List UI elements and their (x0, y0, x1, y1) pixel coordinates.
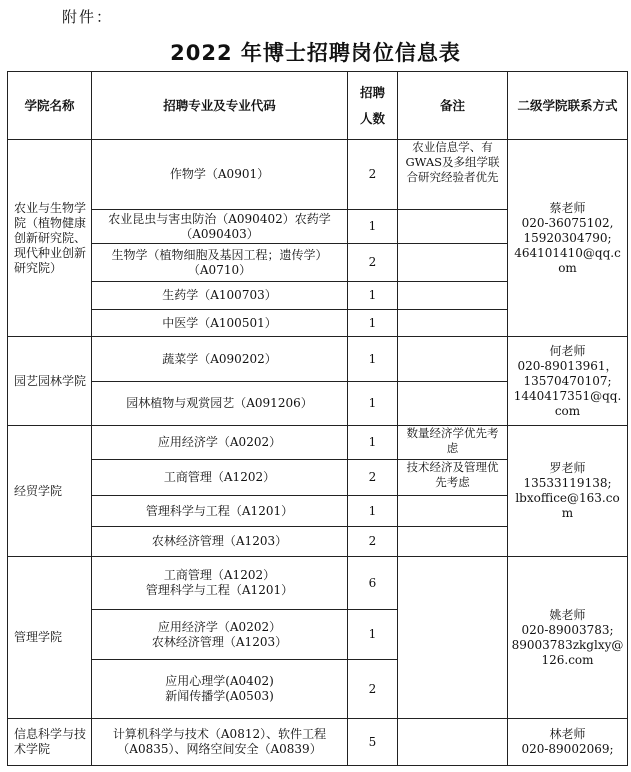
note-cell (398, 382, 508, 426)
header-note: 备注 (398, 72, 508, 140)
table-row (8, 140, 628, 210)
count-cell: 2 (348, 244, 398, 282)
table-row (8, 337, 628, 382)
note-cell (398, 719, 508, 766)
major-cell: 作物学（A0901） (92, 140, 348, 210)
college-name: 农业与生物学院（植物健康创新研究院、现代种业创新研究院） (8, 140, 92, 337)
college-name: 园艺园林学院 (8, 337, 92, 426)
table-row (8, 719, 628, 766)
note-cell (398, 337, 508, 382)
contact-mobile: 13570470107; (523, 373, 612, 388)
contact-cell (508, 140, 628, 337)
page-title: 2022 年博士招聘岗位信息表 (170, 41, 461, 65)
count-cell: 6 (348, 557, 398, 610)
major-cell: 中医学（A100501） (92, 310, 348, 337)
major-cell: 园林植物与观赏园艺（A091206） (92, 382, 348, 426)
header-contact: 二级学院联系方式 (508, 72, 628, 140)
major-cell: 蔬菜学（A090202） (92, 337, 348, 382)
major-cell: 农林经济管理（A1203） (92, 527, 348, 557)
major-cell: 农业昆虫与害虫防治（A090402）农药学（A090403） (92, 210, 348, 244)
note-cell (398, 496, 508, 527)
college-name: 信息科学与技术学院 (8, 719, 92, 766)
major-line: 应用经济学（A0202） (157, 619, 282, 634)
note-cell (398, 210, 508, 244)
contact-email: 89003783zkglxy@126.com (511, 637, 624, 667)
major-cell: 应用经济学（A0202） (92, 426, 348, 460)
contact-name: 蔡老师 (549, 200, 586, 215)
contact-phone: 020-89013961， (517, 358, 618, 373)
contact-name: 何老师 (549, 343, 586, 358)
contact-name: 林老师 (549, 727, 586, 741)
count-cell: 1 (348, 310, 398, 337)
major-cell (92, 660, 348, 719)
college-name: 管理学院 (8, 557, 92, 719)
major-cell: 计算机科学与技术（A0812）、软件工程（A0835）、网络空间安全（A0839） (92, 719, 348, 766)
contact-phone: 020-89003783; (521, 622, 614, 637)
major-line: 工商管理（A1202） (163, 568, 276, 582)
positions-table (7, 71, 628, 766)
count-cell: 1 (348, 426, 398, 460)
header-major: 招聘专业及专业代码 (92, 72, 348, 140)
major-cell (92, 557, 348, 610)
contact-cell (508, 426, 628, 557)
contact-email: 1440417351@qq.com (513, 388, 622, 418)
note-cell (398, 310, 508, 337)
note-cell (398, 527, 508, 557)
count-cell: 1 (348, 496, 398, 527)
contact-cell (508, 557, 628, 719)
count-cell: 1 (348, 610, 398, 660)
contact-name: 罗老师 (549, 461, 586, 475)
header-count (348, 72, 398, 140)
contact-phone: 020-36075102, (521, 215, 614, 230)
header-row (8, 72, 628, 140)
note-cell (398, 244, 508, 282)
major-line: 管理科学与工程（A1201） (145, 583, 294, 597)
major-cell (92, 610, 348, 660)
note-cell: 技术经济及管理优先考虑 (398, 460, 508, 496)
count-cell: 2 (348, 140, 398, 210)
contact-mobile: 15920304790; (523, 230, 612, 245)
count-cell: 2 (348, 660, 398, 719)
major-cell: 工商管理（A1202） (92, 460, 348, 496)
count-cell: 5 (348, 719, 398, 766)
count-cell: 1 (348, 382, 398, 426)
major-line: 新闻传播学(A0503) (165, 689, 274, 703)
contact-mobile: 13533119138; (523, 476, 612, 490)
major-cell: 管理科学与工程（A1201） (92, 496, 348, 527)
major-cell: 生药学（A100703） (92, 282, 348, 310)
major-line: 应用心理学(A0402) (165, 674, 274, 688)
header-college: 学院名称 (8, 72, 92, 140)
note-cell (398, 282, 508, 310)
count-cell: 1 (348, 210, 398, 244)
count-cell: 1 (348, 282, 398, 310)
table-row (8, 426, 628, 460)
note-cell (398, 557, 508, 719)
college-name: 经贸学院 (8, 426, 92, 557)
header-count-line2: 人数 (359, 110, 385, 126)
contact-email: 464101410@qq.com (514, 245, 621, 275)
contact-email: lbxoffice@163.com (515, 491, 620, 520)
contact-cell (508, 719, 628, 766)
major-line: 农林经济管理（A1203） (151, 634, 288, 649)
note-cell: 农业信息学、有GWAS及多组学联合研究经验者优先 (398, 140, 508, 210)
contact-name: 姚老师 (549, 607, 586, 622)
note-cell: 数量经济学优先考虑 (398, 426, 508, 460)
table-row (8, 557, 628, 610)
major-cell: 生物学（植物细胞及基因工程；遗传学）（A0710） (92, 244, 348, 282)
header-count-line1: 招聘 (359, 84, 385, 100)
contact-cell (508, 337, 628, 426)
attachment-label: 附件： (62, 8, 114, 26)
count-cell: 2 (348, 527, 398, 557)
contact-phone: 020-89002069; (521, 742, 614, 756)
count-cell: 1 (348, 337, 398, 382)
count-cell: 2 (348, 460, 398, 496)
